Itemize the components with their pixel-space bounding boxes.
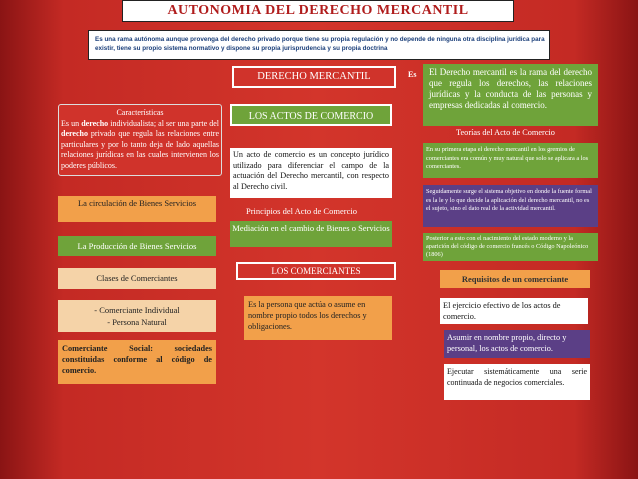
es-definition-box: El Derecho mercantil es la rama del derecho que regula los derechos, las relaciones jurídicas y la conducta de las personas y empresas dedicadas al comercio. — [423, 64, 598, 126]
caracteristicas-box — [58, 104, 222, 176]
individual-natural-box: - Comerciante Individual - Persona Natural — [58, 300, 216, 332]
teorias-label: Teorías del Acto de Comercio — [456, 128, 555, 137]
requisito-1-box: El ejercicio efectivo de los actos de comercio. — [440, 298, 588, 324]
page-title: AUTONOMIA DEL DERECHO MERCANTIL — [122, 0, 514, 22]
actos-comercio-label: LOS ACTOS DE COMERCIO — [230, 104, 392, 126]
clases-box: Clases de Comerciantes — [58, 268, 216, 289]
derecho-mercantil-label: DERECHO MERCANTIL — [232, 66, 396, 88]
acto-concepto-box: Un acto de comercio es un concepto jurídico utilizado para diferenciar el campo de la actuación del Derecho mercantil, con respecto al Derecho civil. — [230, 148, 392, 198]
requisitos-label: Requisitos de un comerciante — [440, 270, 590, 288]
teoria-2-box: Seguidamente surge el sistema objetivo en donde la fuente formal es la le y lo que decide la aplicación del derecho mercantil, no es el sujeto, sino el dato real de la actividad mercantil. — [423, 185, 598, 227]
produccion-box: La Producción de Bienes Servicios — [58, 236, 216, 256]
mediacion-box: Mediación en el cambio de Bienes o Servicios — [230, 221, 392, 247]
persona-definition-box: Es la persona que actúa o asume en nombre propio todos los derechos y obligaciones. — [244, 296, 392, 340]
caracteristicas-bold-2: derecho — [61, 129, 88, 138]
requisito-3-box: Ejecutar sistemáticamente una serie continuada de negocios comerciales. — [444, 364, 590, 400]
teoria-3-box: Posterior a esto con el nacimiento del estado moderno y la aparición del código de comercio francés o Código Napoleónico (1806) — [423, 233, 598, 261]
caracteristicas-bold-1: derecho — [81, 118, 109, 128]
principios-label: Principios del Acto de Comercio — [246, 206, 357, 216]
definition-box: Es una rama autónoma aunque provenga del derecho privado porque tiene su propia regulación y no depende de ninguna otra disciplina jurídica para existir, tiene su propio sistema normativo y dispone su propia jurisprudencia y su propia doctrina — [88, 30, 550, 60]
caracteristicas-text-3: privado que regula las relaciones entre particulares y por lo tanto deja de lado aquellas relaciones jurídicas en las cuales intervienen los poderes públicos. — [61, 129, 219, 170]
teoria-1-box: En su primera etapa el derecho mercantil en los gremios de comerciantes era común y muy natural que solo se aplicara a los comerciantes. — [423, 143, 598, 178]
requisito-2-box: Asumir en nombre propio, directo y personal, los actos de comercio. — [444, 330, 590, 358]
comerciantes-label: LOS COMERCIANTES — [236, 262, 396, 280]
caracteristicas-title: Características — [116, 108, 164, 117]
es-connector-label: Es — [408, 70, 417, 79]
caracteristicas-text-2: individualista; al ser una parte del — [108, 118, 220, 128]
social-box: Comerciante Social: sociedades constituidas conforme al código de comercio. — [58, 340, 216, 384]
circulacion-box: La circulación de Bienes Servicios — [58, 196, 216, 222]
caracteristicas-text-1: Es un — [61, 118, 82, 128]
